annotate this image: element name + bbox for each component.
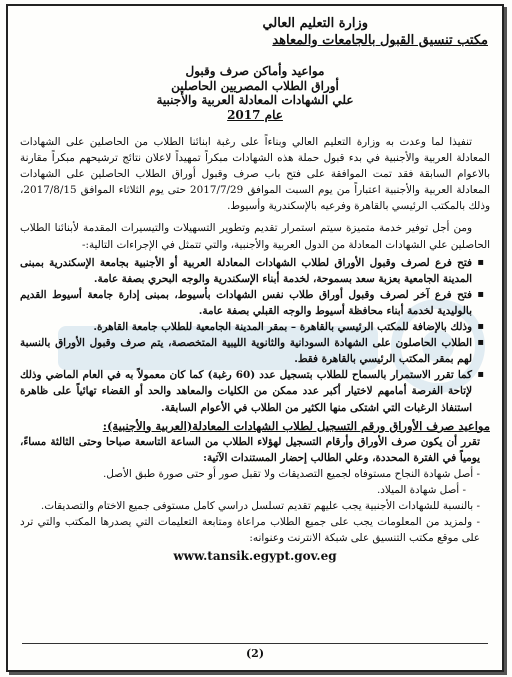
office-name: مكتب تنسيق القبول بالجامعات والمعاهد — [272, 33, 488, 48]
paragraph-intro: تنفيذا لما وعدت به وزارة التعليم العالي وبناءاً على رغبة ابنائنا الطلاب من الحاصلين على الشهادات المعادلة العربية والأجنبية في بدء قبول حملة هذه الشهادات مبكراً تمهيداً لاعلان نتائج ترشيحهم مبكراً مقارنة بالاعوام السابقة فقد تمت الموافقة على فتح باب صرف وقبول أوراق الطلاب الحاصلين على الشهادات المعادلة العربية والأجنبية اعتباراً من يوم السبت الموافق 2017/7/29 حتى يوم الثلاثاء الموافق 2017/8/15، وذلك بالمكتب الرئيسي بالقاهرة وفرعيه بالإسكندرية وأسيوط. — [20, 136, 490, 213]
required-documents — [20, 466, 490, 546]
paragraph-facilities: ومن أجل توفير خدمة متميزة سيتم استمرار تقديم وتطوير التسهيلات والتيسيرات المقدمة لأبنائنا الطلاب الحاصلين علي الشهادات المعادلة من الدول العربية والأجنبية، والتي تتمثل في الإجراءات التالية:- — [20, 222, 490, 251]
document-page — [6, 4, 504, 672]
list-item: ▪ فتح فرع لصرف وقبول الأوراق لطلاب الشهادات المعادلة العربية أو الأجنبية بجامعة الإسكندرية بمبنى المدينة الجامعية بعزبة سعد بسموحة، لخدمة أبناء الإسكندرية والوجه البحري بصفة عامة. — [20, 255, 480, 287]
footer-divider — [22, 643, 488, 644]
section-heading: مواعيد صرف الأوراق ورقم التسجيل لطلاب الشهادات المعادلة(العربية والأجنبية): — [102, 418, 490, 433]
facilities-list — [20, 255, 490, 416]
list-item: - أصل شهادة النجاح مستوفاه لجميع التصديقات ولا تقبل صور أو حتى صورة طبق الأصل. — [102, 467, 480, 480]
list-item: ▪ الطلاب الحاصلون على الشهادة السودانية والثانوية الليبية المتخصصة، يتم صرف وقبول الأوراق بالنسبة لهم بمقر المكتب الرئيسي بالقاهرة فقط. — [20, 335, 480, 367]
document-title — [8, 64, 502, 122]
list-item: - أصل شهادة الميلاد. — [376, 483, 466, 496]
list-item: ▪ وذلك بالإضافة للمكتب الرئيسي بالقاهرة – بمقر المدينة الجامعية للطلاب جامعة القاهرة. — [20, 319, 480, 335]
title-year: عام 2017 — [227, 107, 283, 122]
document-body — [20, 134, 490, 565]
ministry-name: وزارة التعليم العالي — [262, 16, 368, 31]
list-item: - ولمزيد من المعلومات يجب على جميع الطلاب مراعاة ومتابعة التعليمات التي يصدرها المكتب والتي ترد على موقع مكتب التنسيق على شبكة الانترنت وعنوانه: — [20, 516, 480, 545]
page-number: (2) — [245, 647, 265, 660]
letterhead — [262, 16, 488, 49]
list-item: - بالنسبة للشهادات الأجنبية يجب عليهم تقديم تسلسل دراسي كامل مستوفى جميع الاختام والتصديقات. — [40, 500, 480, 513]
title-line-2: أوراق الطلاب المصريين الحاصلين — [171, 78, 339, 93]
list-item: ▪ كما تقرر الاستمرار بالسماح للطلاب بتسجيل عدد (60 رغبة) كما كان معمولاً به في العام الماضي وذلك لإتاحة الفرصة أمامهم لاختيار أكبر عدد ممكن من الكليات والمعاهد والحد أو القضاء تهائياً على ظاهرة استنفاذ الرغبات التي اشتكى منها الكثير من الطلاب في الأعوام السابقة. — [20, 367, 480, 415]
title-line-1: مواعيد وأماكن صرف وقبول — [185, 64, 325, 78]
title-line-3: علي الشهادات المعادلة العربية والأجنبية — [156, 93, 354, 107]
list-item: ▪ فتح فرع آخر لصرف وقبول أوراق طلاب نفس الشهادات بأسيوط، بمبنى إدارة جامعة أسيوط القديم بالوليدية لخدمة أبناء محافظة أسيوط والوجه القبلي بصفة عامة. — [20, 287, 480, 319]
website-link[interactable]: www.tansik.egypt.gov.eg — [173, 549, 337, 564]
section-intro: تقرر أن يكون صرف الأوراق وأرقام التسجيل لهؤلاء الطلاب من الساعة التاسعة صباحا وحتى الثالثة مساءً، يومياً في الفترة المحددة، وعلي الطالب إحضار المستندات الآتية: — [20, 435, 480, 464]
